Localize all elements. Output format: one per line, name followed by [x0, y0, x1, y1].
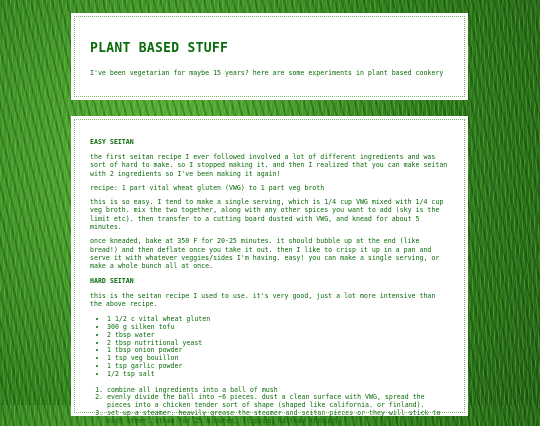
list-item: • 1 1/2 c vital wheat gluten	[107, 316, 449, 324]
list-item: • 2 tbsp water	[107, 332, 449, 340]
list-item: • 1 tbsp onion powder	[107, 347, 449, 355]
list-item: 2. evenly divide the ball into ~6 pieces. dust a clean surface with VWG, spread the pieces into a chicken tender sort of shape (shaped like california. or finland).	[107, 394, 449, 410]
post-paragraph: the first seitan recipe I ever followed involved a lot of different ingredients and was sort of hard to make. so I stopped making it. and then I realized that you can make seitan with 2 ingredients so I've been making it again!	[90, 153, 448, 178]
header-panel	[71, 13, 468, 100]
list-item: • 1 tsp veg bouillon	[107, 355, 449, 363]
list-item: • 300 g silken tofu	[107, 324, 449, 332]
post-heading-easy-seitan[interactable]: EASY SEITAN	[90, 138, 134, 146]
list-item: • 1 tsp garlic powder	[107, 363, 449, 371]
post-intro: this is the seitan recipe I used to use. it's very good, just a lot more intensive than the above recipe.	[90, 291, 436, 308]
site-description: I've been vegetarian for maybe 15 years? here are some experiments in plant based cookery	[90, 69, 444, 77]
post-paragraph: once kneaded, bake at 350 F for 20-25 minutes. it should bubble up at the end (like bread!) and then deflate once you take it out. then I like to crisp it up in a pan and serve it with whatever veggies/sides I'm having. easy! you can make a single serving, or make a whole bunch all at once.	[90, 237, 440, 271]
posts-panel	[71, 116, 468, 425]
list-item: • 1/2 tsp salt	[107, 371, 449, 379]
site-title[interactable]: PLANT BASED STUFF	[90, 41, 229, 56]
post-heading-hard-seitan[interactable]: HARD SEITAN	[90, 276, 134, 285]
steps-list	[90, 387, 449, 426]
list-item: 3. set up a steamer. heavily grease the steamer and seitan pieces or they will stick to each other. steam for 25 minutes, flipping halfway through.	[107, 410, 449, 426]
post-paragraph: recipe: 1 part vital wheat gluten (VWG) to 1 part veg broth	[90, 183, 325, 192]
list-item: • 2 tbsp nutritional yeast	[107, 340, 449, 348]
post-paragraph: this is so easy. I tend to make a single serving, which is 1/4 cup VWG mixed with 1/4 cup veg broth. mix the two together, along with any other spices you want to add (sky is the limit etc). then transfer to a cutting board dusted with VWG, and knead for about 5 minutes.	[90, 198, 444, 232]
ingredient-list	[90, 316, 449, 378]
list-item: 1. combine all ingredients into a ball of mush	[107, 387, 449, 395]
